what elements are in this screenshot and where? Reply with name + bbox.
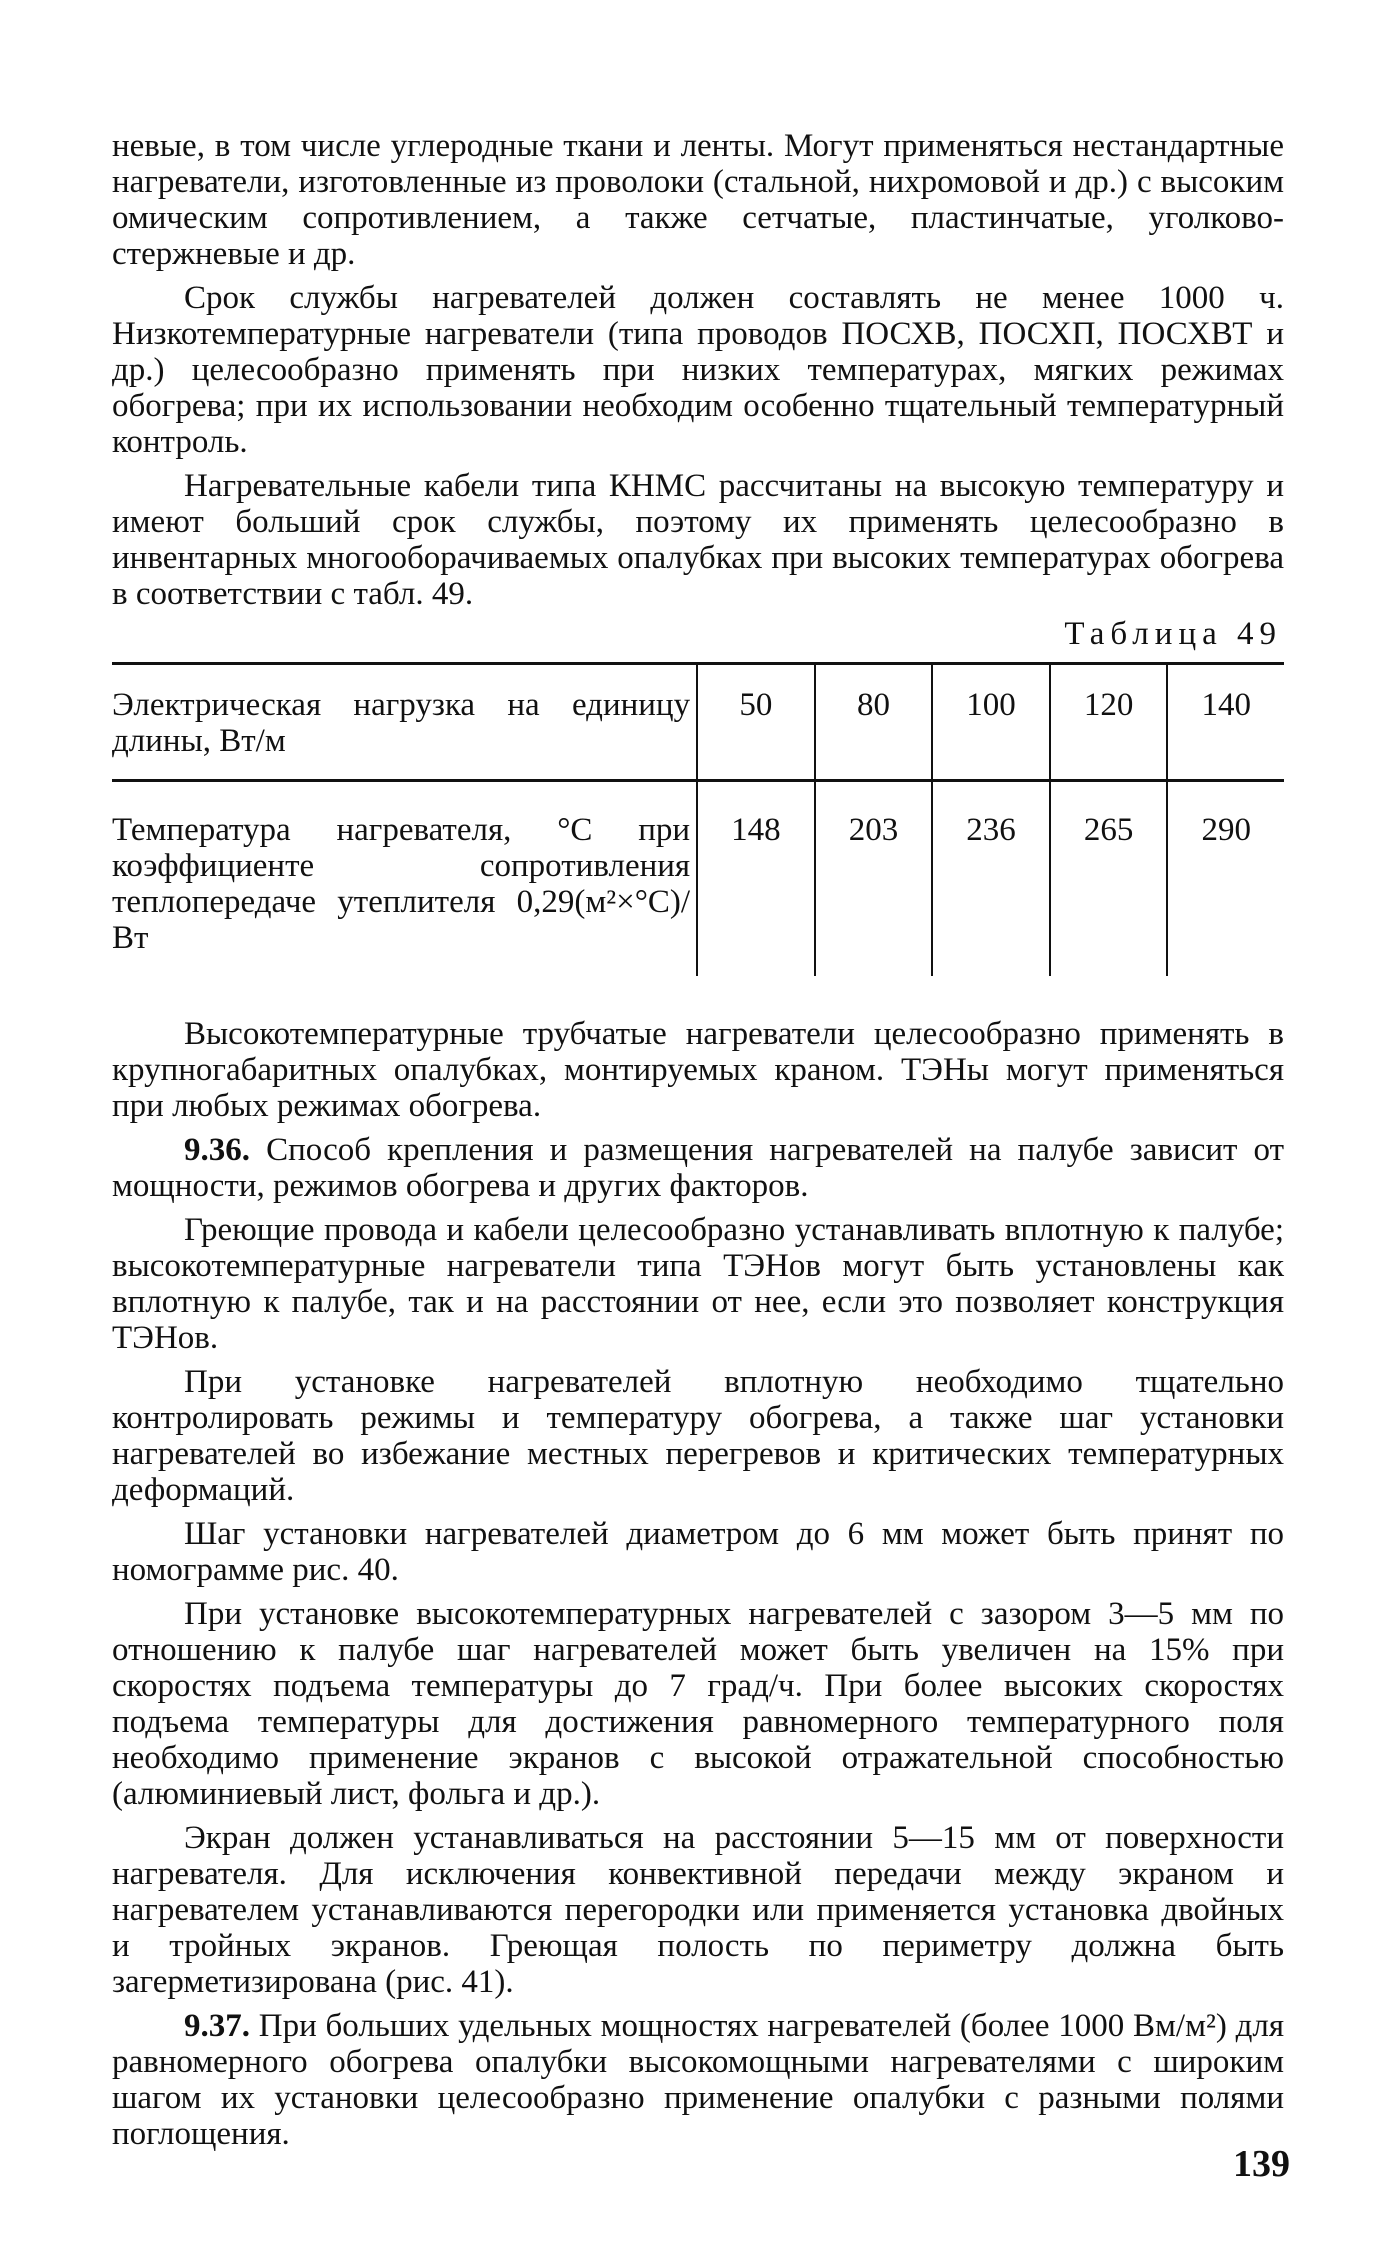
table-cell: 290	[1167, 781, 1284, 977]
paragraph-text: Шаг установки нагревателей диаметром до 6 мм может быть принят по номограмме рис. 40.	[112, 1516, 1284, 1588]
page-number: 139	[1233, 2143, 1290, 2185]
paragraph-text: При установке высокотемпературных нагревателей с зазором 3—5 мм по отношению к палубе шаг нагревателей может быть увеличен на 15% при скоростях подъема температуры до 7 град/ч. При более высоких скоростях подъема температуры для достижения равномерного температурного поля необходимо применение экранов с высокой отражательной способностью (алюминиевый лист, фольга и др.).	[112, 1596, 1284, 1812]
paragraph	[112, 1516, 1284, 1588]
paragraph	[112, 2008, 1284, 2152]
table-cell: 120	[1050, 664, 1168, 781]
paragraph-text: Высокотемпературные трубчатые нагреватели целесообразно применять в крупногабаритных опалубках, монтируемых краном. ТЭНы могут применяться при любых режимах обогрева.	[112, 1016, 1284, 1124]
paragraph: Срок службы нагревателей должен составлять не менее 1000 ч. Низкотемпературные нагреватели (типа проводов ПОСХВ, ПОСХП, ПОСХВТ и др.) целесообразно применять при низких температурах, мягких режимах обогрева; при их использовании необходим особенно тщательный температурный контроль.	[112, 280, 1284, 460]
paragraph	[112, 1212, 1284, 1356]
table-cell: 265	[1050, 781, 1168, 977]
text-block-bottom	[112, 1016, 1284, 2152]
row-label: Температура нагревателя, °С при коэффициенте сопротивления теплопередаче утеплителя 0,29(м²×°С)/Вт	[112, 812, 691, 956]
table-cell: 148	[697, 781, 815, 977]
data-table	[112, 662, 1284, 976]
paragraph	[112, 1016, 1284, 1124]
table-cell: 80	[815, 664, 933, 781]
paragraph-text: Греющие провода и кабели целесообразно устанавливать вплотную к палубе; высокотемпературные нагреватели типа ТЭНов могут быть установлены как вплотную к палубе, так и на расстоянии от нее, если это позволяет конструкция ТЭНов.	[112, 1212, 1284, 1356]
paragraph-text: Экран должен устанавливаться на расстоянии 5—15 мм от поверхности нагревателя. Для исключения конвективной передачи между экраном и нагревателем устанавливаются перегородки или применяется установка двойных и тройных экранов. Греющая полость по периметру должна быть загерметизирована (рис. 41).	[112, 1820, 1284, 2000]
paragraph	[112, 1364, 1284, 1508]
table-cell: 140	[1167, 664, 1284, 781]
table-cell: 100	[932, 664, 1050, 781]
section-number: 9.37.	[184, 2008, 250, 2044]
table-cell: 50	[697, 664, 815, 781]
row-label: Электрическая нагрузка на единицу длины, Вт/м	[112, 664, 697, 781]
table-caption: Таблица 49	[1064, 616, 1282, 652]
table-cell: 236	[932, 781, 1050, 977]
section-number: 9.36.	[184, 1132, 250, 1168]
paragraph-text: При установке нагревателей вплотную необходимо тщательно контролировать режимы и температуру обогрева, а также шаг установки нагревателей во избежание местных перегревов и критических температурных деформаций.	[112, 1364, 1284, 1508]
paragraph-text: При больших удельных мощностях нагревателей (более 1000 Вм/м²) для равномерного обогрева опалубки высокомощными нагревателями с широким шагом их установки целесообразно применение опалубки с разными полями поглощения.	[112, 2008, 1285, 2152]
table-row	[112, 664, 1284, 781]
paragraph	[112, 1596, 1284, 1812]
paragraph-text: Способ крепления и размещения нагревателей на палубе зависит от мощности, режимов обогрева и других факторов.	[112, 1132, 1284, 1204]
paragraph: Нагревательные кабели типа КНМС рассчитаны на высокую температуру и имеют больший срок службы, поэтому их применять целесообразно в инвентарных многооборачиваемых опалубках при высоких температурах обогрева в соответствии с табл. 49.	[112, 468, 1284, 612]
table-cell: 203	[815, 781, 933, 977]
paragraph	[112, 1132, 1284, 1204]
table-row	[112, 781, 1284, 977]
paragraph: невые, в том числе углеродные ткани и ленты. Могут применяться нестандартные нагреватели, изготовленные из проволоки (стальной, нихромовой и др.) с высоким омическим сопротивлением, а также сетчатые, пластинчатые, уголково-стержневые и др.	[112, 128, 1284, 272]
paragraph	[112, 1820, 1284, 2000]
text-block-top	[112, 128, 1284, 612]
